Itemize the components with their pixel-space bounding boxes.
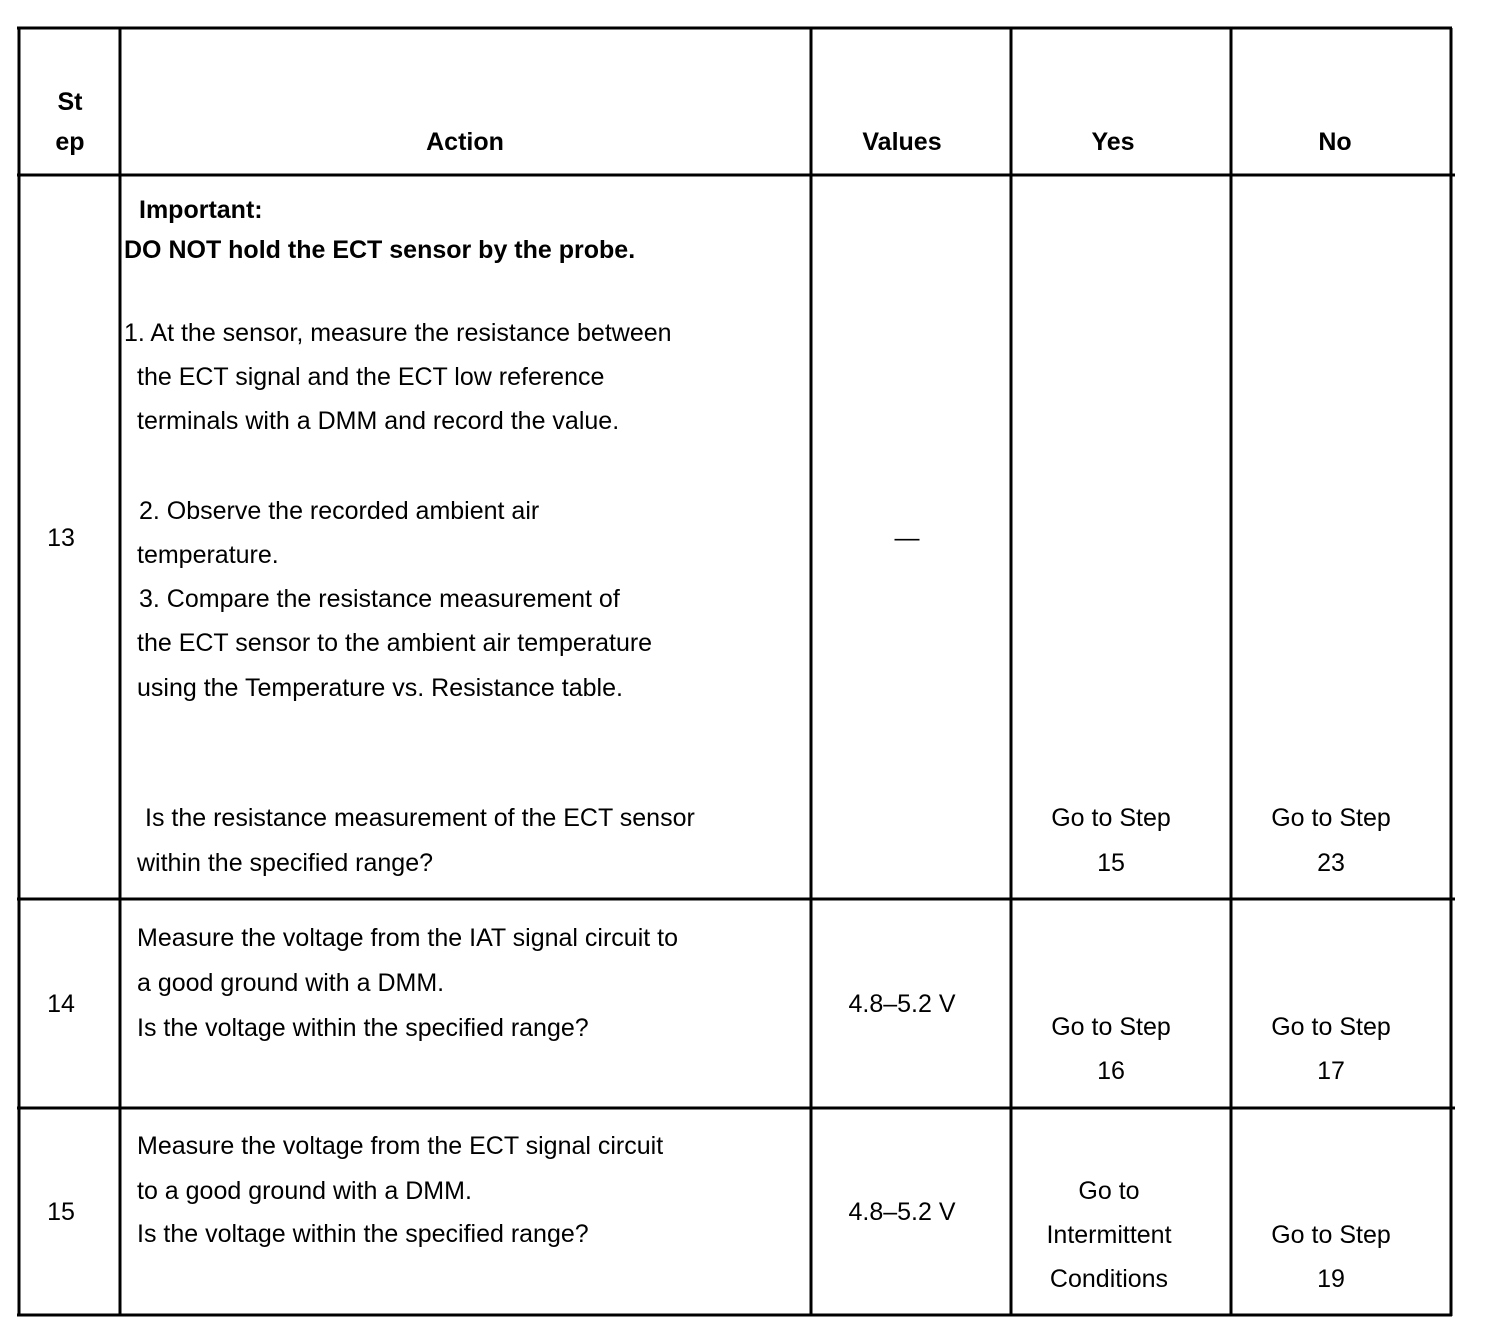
row13-step: 13	[47, 524, 75, 552]
row15-yes-line2: Intermittent	[1046, 1221, 1172, 1249]
row14-value: 4.8–5.2 V	[848, 990, 956, 1018]
row13-question-line: Is the resistance measurement of the ECT sensor	[145, 804, 695, 832]
header-action: Action	[426, 128, 504, 156]
row14-yes-line1: Go to Step	[1051, 1013, 1171, 1041]
row15-action-line: to a good ground with a DMM.	[137, 1177, 472, 1205]
row13-action-line: using the Temperature vs. Resistance table.	[137, 674, 623, 702]
row15-yes-line1: Go to	[1078, 1177, 1140, 1205]
header-step-line1: St	[57, 88, 83, 116]
row13-action-line: the ECT sensor to the ambient air temperature	[137, 629, 653, 657]
row13-action-line: 1. At the sensor, measure the resistance between	[124, 319, 672, 347]
row13-yes-line1: Go to Step	[1051, 804, 1171, 832]
row14-yes-line2: 16	[1097, 1057, 1125, 1085]
row13-action-line: the ECT signal and the ECT low reference	[137, 363, 605, 391]
row13-yes-line2: 15	[1097, 849, 1125, 877]
row15-yes-line3: Conditions	[1049, 1265, 1169, 1293]
row13-action-line: temperature.	[137, 541, 279, 569]
row15-value: 4.8–5.2 V	[848, 1198, 956, 1226]
row13-question-line: within the specified range?	[137, 849, 434, 877]
row14-action-line: Measure the voltage from the IAT signal circuit to	[137, 924, 678, 952]
header-yes: Yes	[1091, 128, 1135, 156]
header-no: No	[1318, 128, 1352, 156]
row15-action-line: Is the voltage within the specified range?	[137, 1220, 589, 1248]
header-values: Values	[862, 128, 942, 156]
row14-no-line2: 17	[1317, 1057, 1345, 1085]
row15-action-line: Measure the voltage from the ECT signal circuit	[137, 1132, 664, 1160]
row15-step: 15	[47, 1198, 75, 1226]
header-step-line2: ep	[55, 128, 85, 156]
row13-important-label: Important:	[139, 196, 263, 224]
row14-action-line: a good ground with a DMM.	[137, 969, 445, 997]
row13-no-line1: Go to Step	[1271, 804, 1391, 832]
row15-no-line1: Go to Step	[1271, 1221, 1391, 1249]
row14-action-line: Is the voltage within the specified range?	[137, 1014, 589, 1042]
row13-action-line: 2. Observe the recorded ambient air	[139, 497, 540, 525]
row14-no-line1: Go to Step	[1271, 1013, 1391, 1041]
row13-action-line: 3. Compare the resistance measurement of	[139, 585, 620, 613]
row13-no-line2: 23	[1317, 849, 1345, 877]
row13-value: —	[894, 524, 920, 552]
row14-step: 14	[47, 990, 75, 1018]
row15-no-line2: 19	[1317, 1265, 1345, 1293]
row13-important-text: DO NOT hold the ECT sensor by the probe.	[124, 236, 636, 264]
row13-action-line: terminals with a DMM and record the value.	[137, 407, 620, 435]
